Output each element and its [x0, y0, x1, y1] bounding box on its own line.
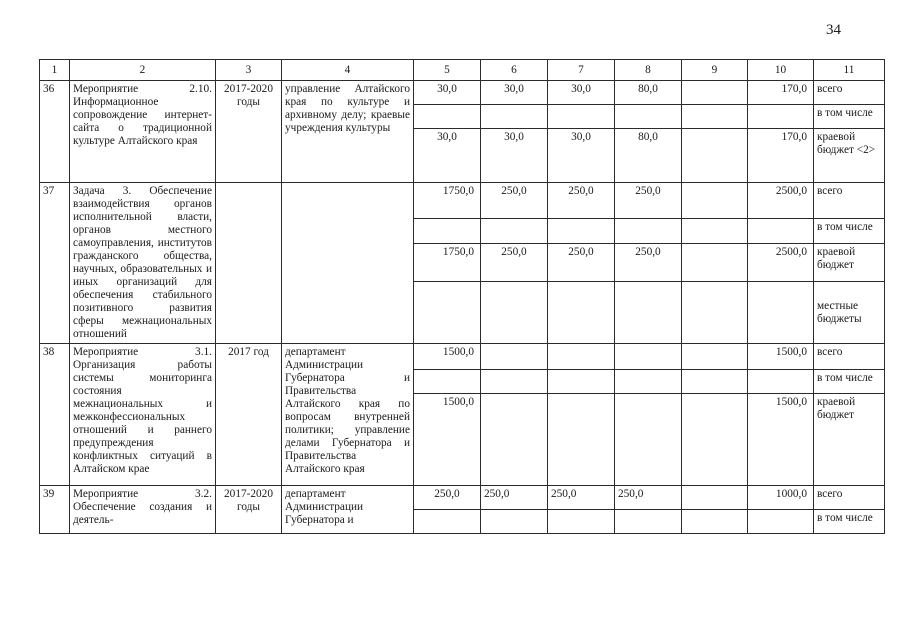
value-cell	[682, 243, 748, 282]
row-number: 38	[40, 344, 70, 486]
value-cell: 1500,0	[414, 394, 481, 486]
table-row	[40, 183, 885, 219]
activity-name: Мероприятие 3.2. Обеспечение создания и деятель-	[70, 486, 216, 534]
column-number: 7	[548, 60, 615, 81]
value-cell: 30,0	[414, 129, 481, 183]
column-number: 8	[615, 60, 682, 81]
value-cell: 80,0	[615, 81, 682, 105]
value-cell	[481, 282, 548, 344]
activity-name: Мероприятие 3.1. Организация работы системы мониторинга состояния межнациональных и межконфессиональных отношений и раннего предупреждения конфликтных ситуаций в Алтайском крае	[70, 344, 216, 486]
total-cell	[748, 510, 814, 534]
value-cell	[481, 394, 548, 486]
funding-source: всего	[814, 344, 885, 370]
column-numbers-row	[40, 60, 885, 81]
activity-name: Мероприятие 2.10. Информационное сопровождение интернет-сайта о традиционной культуре Алтайского края	[70, 81, 216, 183]
activity-name: Задача 3. Обеспечение взаимодействия органов исполнительной власти, органов местного самоуправления, институтов гражданского общества, научных, образовательных и иных организаций для обеспечения стабильного позитивного развития сферы межнациональных отношений	[70, 183, 216, 344]
value-cell: 250,0	[481, 486, 548, 510]
column-number: 5	[414, 60, 481, 81]
value-cell: 80,0	[615, 129, 682, 183]
value-cell	[615, 282, 682, 344]
value-cell	[414, 510, 481, 534]
value-cell	[481, 218, 548, 243]
value-cell: 1750,0	[414, 243, 481, 282]
value-cell: 250,0	[548, 243, 615, 282]
value-cell	[548, 344, 615, 370]
page-number: 34	[826, 22, 841, 38]
total-cell	[748, 218, 814, 243]
value-cell	[682, 370, 748, 394]
value-cell	[682, 81, 748, 105]
value-cell	[481, 105, 548, 129]
value-cell: 250,0	[481, 243, 548, 282]
value-cell: 250,0	[615, 183, 682, 219]
executor: департамент Администрации Губернатора и	[282, 486, 414, 534]
executor	[282, 183, 414, 344]
column-number: 11	[814, 60, 885, 81]
row-number: 36	[40, 81, 70, 183]
value-cell: 250,0	[615, 243, 682, 282]
value-cell	[682, 282, 748, 344]
value-cell	[481, 370, 548, 394]
funding-source: в том числе	[814, 218, 885, 243]
column-number: 4	[282, 60, 414, 81]
value-cell: 250,0	[615, 486, 682, 510]
value-cell: 1500,0	[414, 344, 481, 370]
value-cell: 250,0	[548, 183, 615, 219]
value-cell: 30,0	[414, 81, 481, 105]
total-cell: 170,0	[748, 129, 814, 183]
total-cell	[748, 370, 814, 394]
row-number: 37	[40, 183, 70, 344]
funding-source: краевой бюджет	[814, 243, 885, 282]
funding-source: краевой бюджет <2>	[814, 129, 885, 183]
value-cell	[615, 105, 682, 129]
total-cell: 2500,0	[748, 183, 814, 219]
program-activities-table	[39, 59, 885, 534]
total-cell: 170,0	[748, 81, 814, 105]
value-cell	[481, 510, 548, 534]
value-cell	[682, 486, 748, 510]
value-cell: 1750,0	[414, 183, 481, 219]
value-cell: 30,0	[481, 129, 548, 183]
funding-source: в том числе	[814, 105, 885, 129]
total-cell	[748, 282, 814, 344]
value-cell	[414, 105, 481, 129]
period	[216, 183, 282, 344]
value-cell	[682, 510, 748, 534]
value-cell	[682, 218, 748, 243]
table-row	[40, 486, 885, 510]
value-cell: 250,0	[414, 486, 481, 510]
funding-source: в том числе	[814, 510, 885, 534]
value-cell	[481, 344, 548, 370]
funding-source: всего	[814, 81, 885, 105]
funding-source: всего	[814, 486, 885, 510]
value-cell	[682, 105, 748, 129]
value-cell	[615, 510, 682, 534]
column-number: 6	[481, 60, 548, 81]
total-cell: 1000,0	[748, 486, 814, 510]
value-cell: 30,0	[548, 129, 615, 183]
value-cell	[548, 510, 615, 534]
value-cell: 30,0	[548, 81, 615, 105]
value-cell	[615, 370, 682, 394]
value-cell	[414, 282, 481, 344]
funding-source: в том числе	[814, 370, 885, 394]
value-cell	[682, 129, 748, 183]
period: 2017 год	[216, 344, 282, 486]
total-cell: 1500,0	[748, 394, 814, 486]
period: 2017-2020 годы	[216, 486, 282, 534]
table-row	[40, 344, 885, 370]
funding-source: краевой бюджет	[814, 394, 885, 486]
total-cell: 2500,0	[748, 243, 814, 282]
value-cell	[548, 370, 615, 394]
value-cell	[615, 218, 682, 243]
column-number: 2	[70, 60, 216, 81]
value-cell	[615, 394, 682, 486]
value-cell	[414, 370, 481, 394]
value-cell: 250,0	[481, 183, 548, 219]
value-cell: 250,0	[548, 486, 615, 510]
column-number: 1	[40, 60, 70, 81]
period: 2017-2020 годы	[216, 81, 282, 183]
column-number: 9	[682, 60, 748, 81]
value-cell	[682, 394, 748, 486]
value-cell	[548, 105, 615, 129]
executor: управление Алтайского края по культуре и архивному делу; краевые учреждения культуры	[282, 81, 414, 183]
table-row	[40, 81, 885, 105]
funding-source: всего	[814, 183, 885, 219]
executor: департамент Администрации Губернатора и Правительства Алтайского края по вопросам внутренней политики; управление делами Губернатора и Правительства Алтайского края	[282, 344, 414, 486]
value-cell: 30,0	[481, 81, 548, 105]
column-number: 10	[748, 60, 814, 81]
funding-source: местные бюджеты	[814, 282, 885, 344]
row-number: 39	[40, 486, 70, 534]
value-cell	[548, 282, 615, 344]
value-cell	[682, 344, 748, 370]
total-cell: 1500,0	[748, 344, 814, 370]
value-cell	[548, 394, 615, 486]
value-cell	[682, 183, 748, 219]
total-cell	[748, 105, 814, 129]
column-number: 3	[216, 60, 282, 81]
value-cell	[615, 344, 682, 370]
value-cell	[548, 218, 615, 243]
value-cell	[414, 218, 481, 243]
